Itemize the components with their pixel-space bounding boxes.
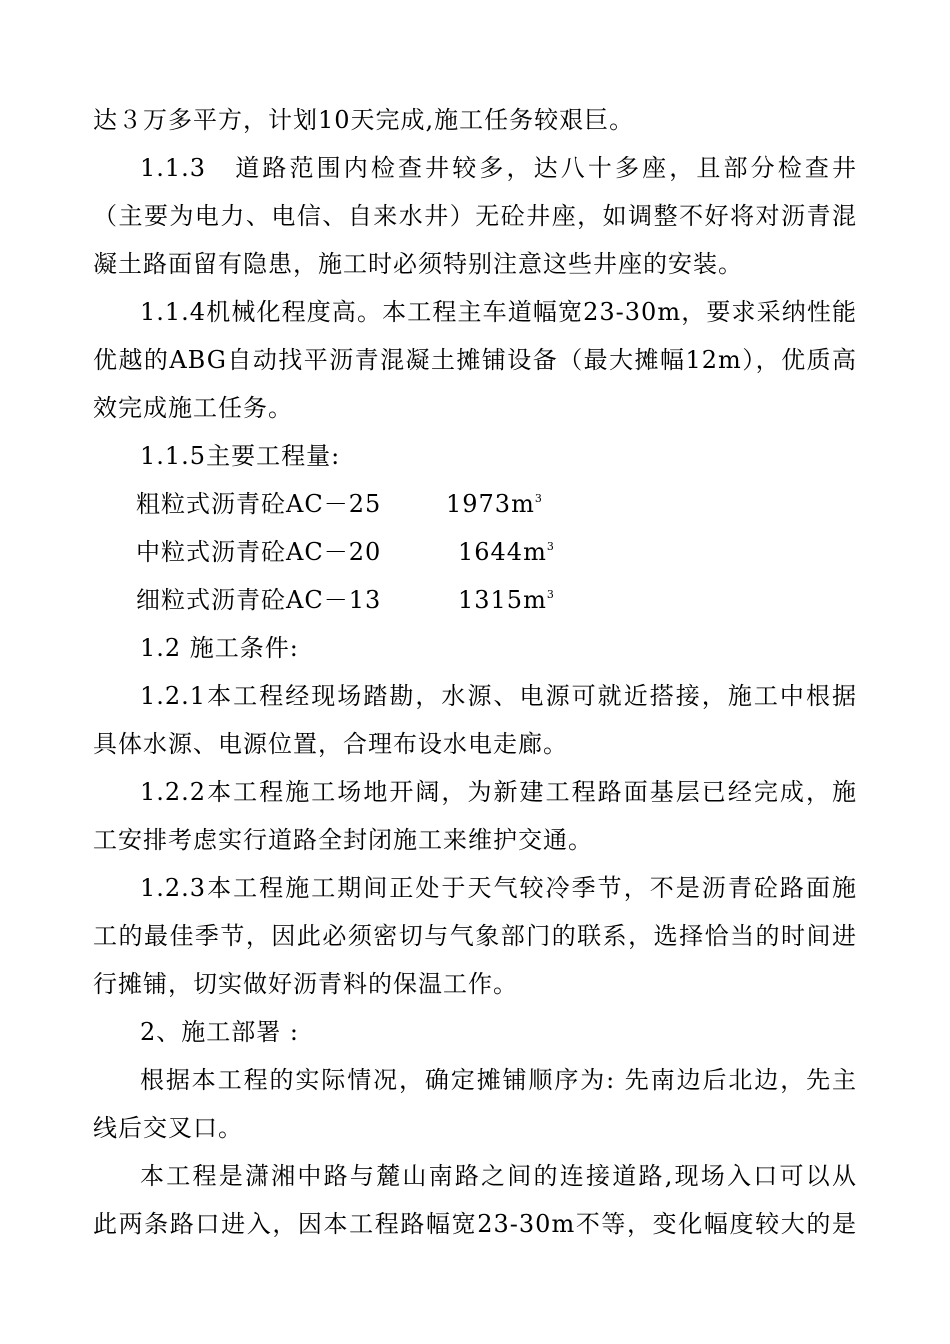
- section-heading: 2、施工部署 :: [140, 1018, 299, 1046]
- paragraph-line: 凝土路面留有隐患，施工时必须特别注意这些井座的安装。: [93, 250, 743, 278]
- paragraph-line: 本工程是潇湘中路与麓山南路之间的连接道路,现场入口可以从: [140, 1162, 857, 1190]
- paragraph-line: 1.1.3 道路范围内检查井较多，达八十多座，且部分检查井: [140, 154, 857, 182]
- paragraph-line: 优越的ABG自动找平沥青混凝土摊铺设备（最大摊幅12m），优质高: [93, 346, 857, 374]
- section-heading: 1.1.5主要工程量:: [140, 442, 341, 470]
- paragraph-line: 工的最佳季节，因此必须密切与气象部门的联系，选择恰当的时间进: [93, 922, 857, 950]
- paragraph-line: 1.2.3本工程施工期间正处于天气较冷季节，不是沥青砼路面施: [140, 874, 857, 902]
- paragraph-line: 1.2.1本工程经现场踏勘，水源、电源可就近搭接，施工中根据: [140, 682, 857, 710]
- paragraph-line: 1.2.2本工程施工场地开阔，为新建工程路面基层已经完成，施: [140, 778, 857, 806]
- quantity-item-name: 细粒式沥青砼AC－13: [136, 586, 382, 614]
- quantity-item-name: 中粒式沥青砼AC－20: [136, 538, 382, 566]
- paragraph-line: 效完成施工任务。: [93, 394, 293, 422]
- paragraph-line: （主要为电力、电信、自来水井）无砼井座，如调整不好将对沥青混: [93, 202, 857, 230]
- quantity-item-name: 粗粒式沥青砼AC－25: [136, 490, 382, 518]
- paragraph-line: 1.1.4机械化程度高。本工程主车道幅宽23-30m，要求采纳性能: [140, 298, 857, 326]
- paragraph-line: 此两条路口进入，因本工程路幅宽23-30m不等，变化幅度较大的是: [93, 1210, 857, 1238]
- quantity-item-amount: $1315m^3$: [458, 586, 555, 614]
- paragraph-line: 达３万多平方，计划10天完成,施工任务较艰巨。: [93, 106, 635, 134]
- paragraph-line: 线后交叉口。: [93, 1114, 243, 1142]
- paragraph-line: 具体水源、电源位置，合理布设水电走廊。: [93, 730, 568, 758]
- paragraph-line: 根据本工程的实际情况，确定摊铺顺序为: 先南边后北边，先主: [140, 1066, 857, 1094]
- paragraph-line: 工安排考虑实行道路全封闭施工来维护交通。: [93, 826, 593, 854]
- paragraph-line: 行摊铺，切实做好沥青料的保温工作。: [93, 970, 518, 998]
- quantity-item-amount: $1644m^3$: [458, 538, 555, 566]
- quantity-item-amount: $1973m^3$: [446, 490, 543, 518]
- section-heading: 1.2 施工条件:: [140, 634, 299, 662]
